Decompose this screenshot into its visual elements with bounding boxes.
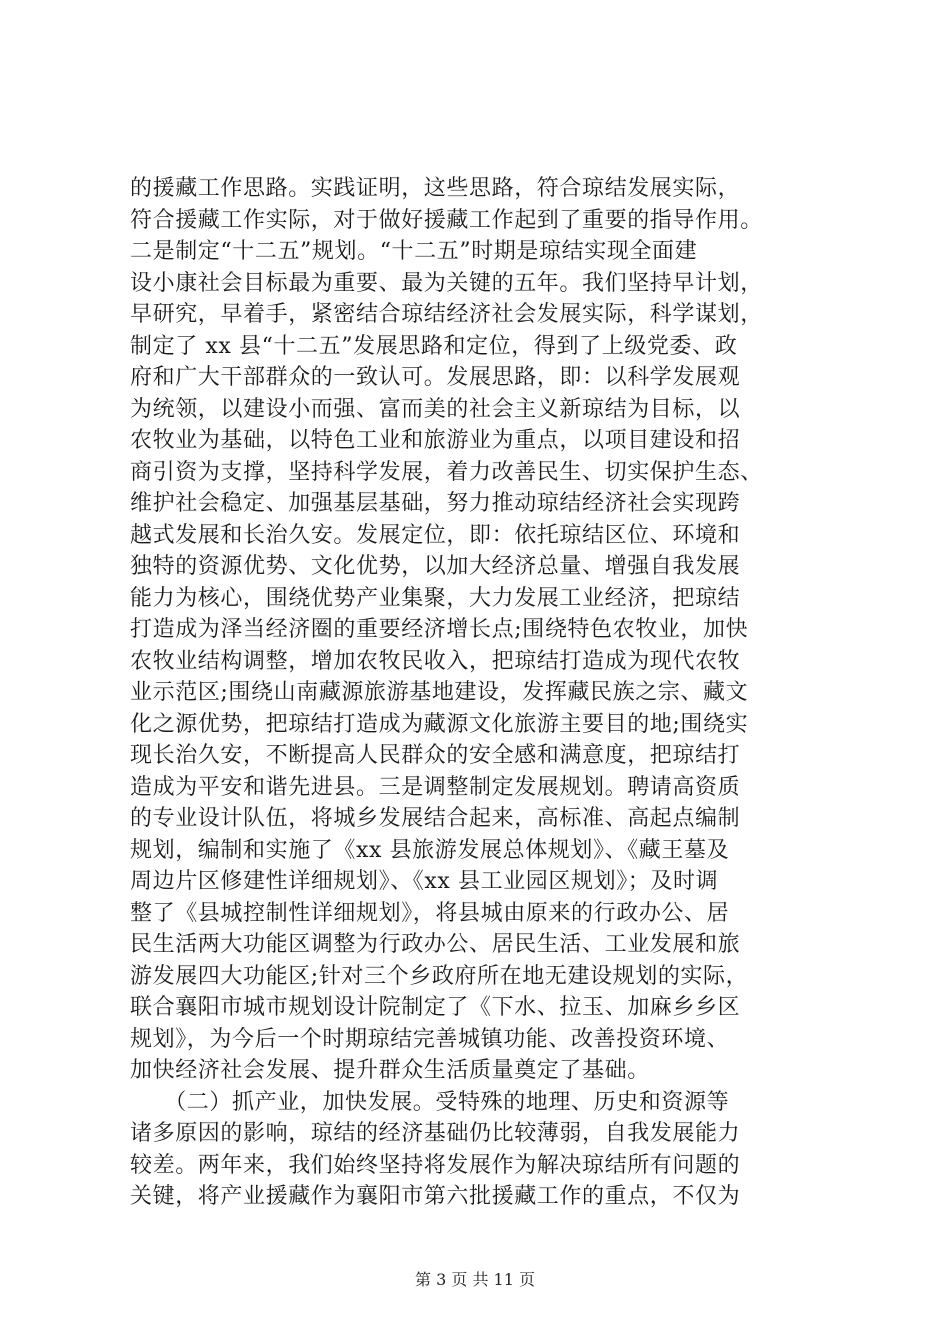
text-line: 维护社会稳定、加强基层基础，努力推动琼结经济社会实现跨 bbox=[130, 491, 741, 516]
text-line: 为统领，以建设小而强、富而美的社会主义新琼结为目标，以 bbox=[130, 396, 741, 422]
text-line: 独特的资源优势、文化优势，以加大经济总量、增强自我发展 bbox=[130, 554, 741, 579]
text-line: 较差。两年来，我们始终坚持将发展作为解决琼结所有问题的 bbox=[130, 1152, 741, 1178]
text-line: 能力为核心，围绕优势产业集聚，大力发展工业经济，把琼结 bbox=[130, 585, 741, 611]
text-line: （二）抓产业，加快发展。受特殊的地理、历史和资源等 bbox=[130, 1089, 730, 1115]
text-line: 加快经济社会发展、提升群众生活质量奠定了基础。 bbox=[130, 1058, 650, 1083]
text-line: 化之源优势，把琼结打造成为藏源文化旅游主要目的地;围绕实 bbox=[130, 711, 749, 737]
text-line: 早研究，早着手，紧密结合琼结经济社会发展实际，科学谋划， bbox=[130, 302, 763, 327]
text-line: 打造成为泽当经济圈的重要经济增长点;围绕特色农牧业，加快 bbox=[130, 617, 749, 642]
page-number-footer: 第 3 页 共 11 页 bbox=[415, 1270, 535, 1289]
text-line: 农牧业结构调整，增加农牧民收入，把琼结打造成为现代农牧 bbox=[130, 648, 741, 674]
text-line: 关键，将产业援藏作为襄阳市第六批援藏工作的重点，不仅为 bbox=[130, 1184, 741, 1209]
text-line: 民生活两大功能区调整为行政办公、居民生活、工业发展和旅 bbox=[130, 932, 741, 957]
text-line: 规划，编制和实施了《xx 县旅游发展总体规划》、《藏王墓及 bbox=[130, 837, 730, 863]
text-line: 整了《县城控制性详细规划》，将县城由原来的行政办公、居 bbox=[130, 900, 730, 926]
text-line: 诸多原因的影响，琼结的经济基础仍比较薄弱，自我发展能力 bbox=[130, 1121, 741, 1146]
text-line: 设小康社会目标最为重要、最为关键的五年。我们坚持早计划， bbox=[130, 270, 763, 296]
text-line: 游发展四大功能区;针对三个乡政府所在地无建设规划的实际， bbox=[130, 963, 749, 989]
text-line: 二是制定“十二五”规划。“十二五”时期是琼结实现全面建 bbox=[130, 239, 698, 264]
text-line: 的援藏工作思路。实践证明，这些思路，符合琼结发展实际， bbox=[130, 176, 741, 201]
text-line: 符合援藏工作实际，对于做好援藏工作起到了重要的指导作用。 bbox=[130, 207, 763, 233]
text-line: 制定了 xx 县“十二五”发展思路和定位，得到了上级党委、政 bbox=[130, 333, 738, 359]
text-line: 规划》，为今后一个时期琼结完善城镇功能、改善投资环境、 bbox=[130, 1026, 730, 1052]
text-line: 联合襄阳市城市规划设计院制定了《下水、拉玉、加麻乡乡区 bbox=[130, 995, 741, 1020]
text-line: 业示范区;围绕山南藏源旅游基地建设，发挥藏民族之宗、藏文 bbox=[130, 680, 749, 705]
text-line: 造成为平安和谐先进县。三是调整制定发展规划。聘请高资质 bbox=[130, 774, 741, 800]
text-line: 府和广大干部群众的一致认可。发展思路，即：以科学发展观 bbox=[130, 365, 741, 390]
text-line: 越式发展和长治久安。发展定位，即：依托琼结区位、环境和 bbox=[130, 522, 741, 548]
body-text bbox=[130, 173, 830, 1213]
text-line: 周边片区修建性详细规划》、《xx 县工业园区规划》；及时调 bbox=[130, 869, 719, 894]
text-line: 农牧业为基础，以特色工业和旅游业为重点，以项目建设和招 bbox=[130, 428, 741, 453]
text-line: 的专业设计队伍，将城乡发展结合起来，高标准、高起点编制 bbox=[130, 806, 741, 831]
text-line: 商引资为支撑，坚持科学发展，着力改善民生、切实保护生态、 bbox=[130, 459, 763, 485]
text-line: 现长治久安，不断提高人民群众的安全感和满意度，把琼结打 bbox=[130, 743, 741, 768]
